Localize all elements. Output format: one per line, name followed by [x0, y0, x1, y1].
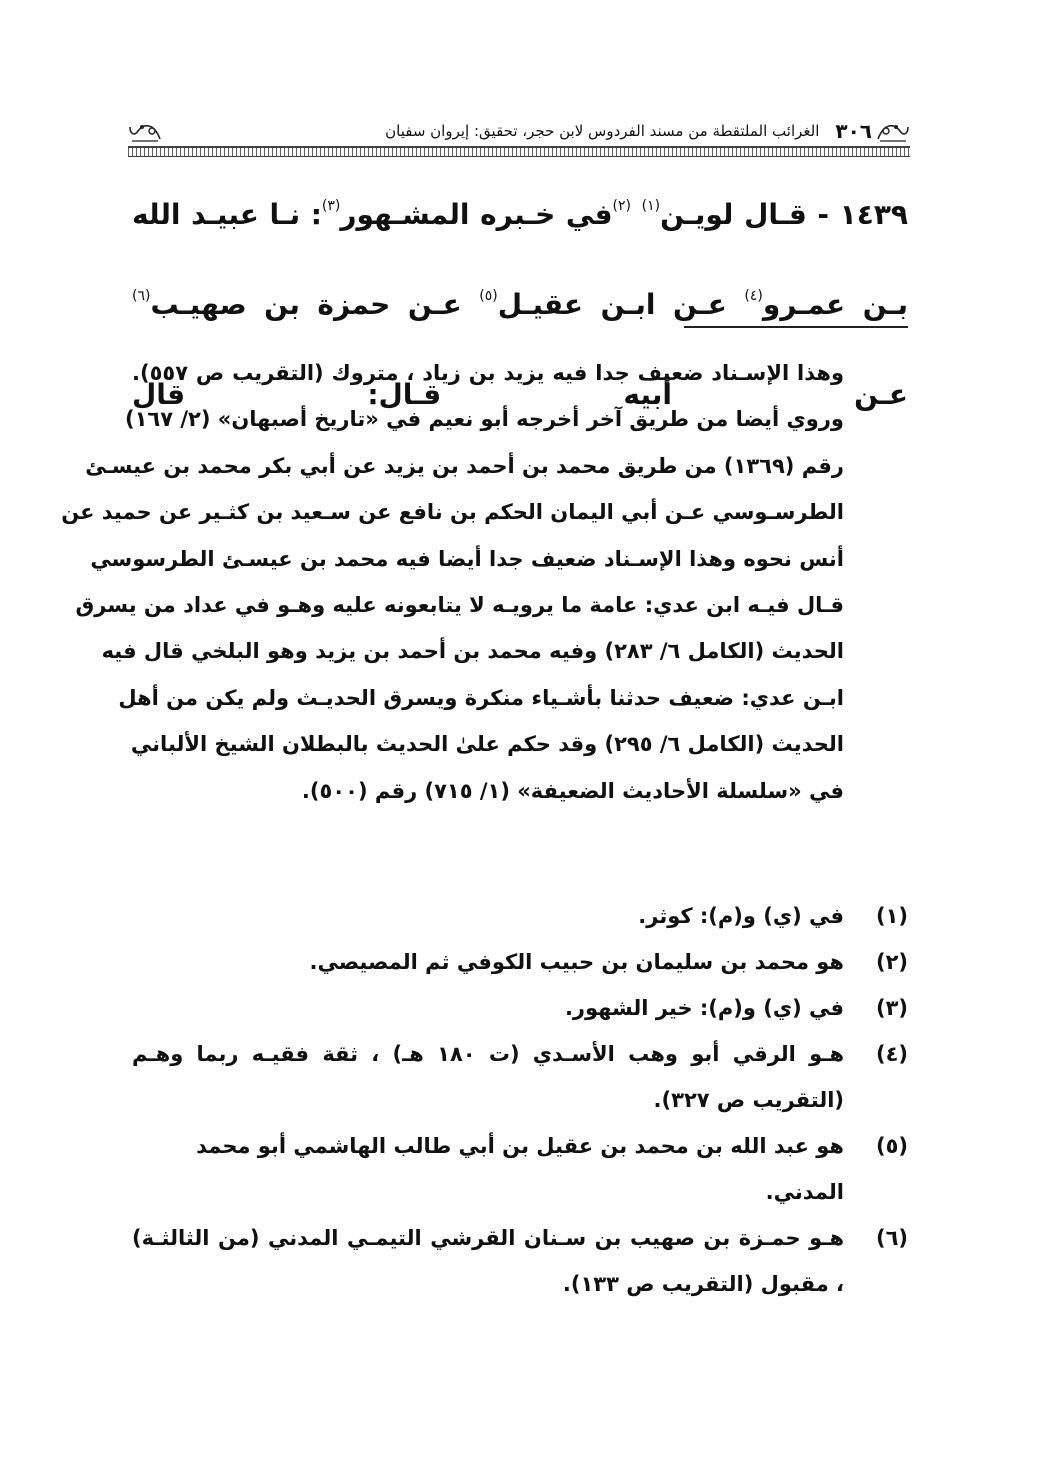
- continuation-line: الحديث (الكامل ٦/ ٢٨٣) وفيه محمد بن أحمد بن يزيد وهو البلخي قال فيه: [101, 639, 844, 664]
- footnote-text: هو عبد الله بن محمد بن عقيل بن أبي طالب الهاشمي أبو محمد المدني.: [196, 1134, 844, 1204]
- narration-part-4: عـن ابـن عقيـل: [497, 288, 745, 321]
- footnote-number: (٢): [875, 950, 908, 974]
- continuation-line: الطرسـوسي عـن أبي اليمان الحكم بن نافع عن سـعيد بن كثـير عن حميد عن: [61, 500, 844, 525]
- narration-part-6: عـن أبيه قـال: قال: [132, 378, 908, 411]
- ornament-right-icon: [876, 119, 910, 143]
- narration-part-3: : نـا عبيـد الله بـن عمـرو: [132, 198, 908, 321]
- footnote-text: هـو حمـزة بن صهيب بن سـنان القرشي التيمـي المدني (من الثالثـة) ، مقبول (التقريب ص ١٣٣).: [132, 1226, 844, 1296]
- footnote-ref-2[interactable]: (٢): [612, 198, 631, 214]
- footnote-3: [132, 985, 908, 1031]
- continuation-line: رقم (١٣٦٩) من طريق محمد بن أحمد بن يزيد عن أبي بكر محمد بن عيسـئ: [85, 453, 844, 478]
- running-title: الغرائب الملتقطة من مسند الفردوس لابن حجر، تحقيق: إيروان سفيان: [385, 122, 820, 140]
- footnote-6: [132, 1215, 908, 1307]
- hadith-number-text: ١٤٣٩ - قـال لويـن: [660, 198, 909, 231]
- continuation-line: في «سلسلة الأحاديث الضعيفة» (١/ ٧١٥) رقم (٥٠٠).: [301, 778, 844, 803]
- footnote-5: [132, 1123, 908, 1215]
- continuation-line: الحديث (الكامل ٦/ ٢٩٥) وقد حكم علىٰ الحديث بالبطلان الشيخ الألباني: [130, 732, 844, 757]
- ornament-left-icon: [128, 119, 162, 143]
- footnote-text: في (ي) و(م): خير الشهور.: [564, 996, 844, 1020]
- footnote-4: [132, 1031, 908, 1123]
- footnote-text: هو محمد بن سليمان بن حبيب الكوفي ثم المصيصي.: [309, 950, 844, 974]
- footnote-text: هـو الرقي أبو وهب الأسـدي (ت ١٨٠ هـ) ، ثقة فقيـه ربما وهـم (التقريب ص ٣٢٧).: [132, 1042, 845, 1112]
- footnote-ref-5[interactable]: (٥): [479, 288, 498, 304]
- footnote-number: (٤): [875, 1042, 908, 1066]
- continuation-line: أنس نحوه وهذا الإسـناد ضعيف جدا أيضا فيه محمد بن عيسـئ الطرسوسي: [90, 546, 844, 571]
- continuation-line: ابـن عدي: ضعيف حدثنا بأشـياء منكرة ويسرق الحديـث ولم يكن من أهل: [118, 685, 844, 710]
- footnote-ref-4[interactable]: (٤): [744, 288, 763, 304]
- continuation-line: قـال فيـه ابن عدي: عامة ما يرويـه لا يتابعونه عليه وهـو في عداد من يسرق: [75, 593, 844, 618]
- running-header: [128, 104, 910, 156]
- footnote-2: [132, 939, 908, 985]
- footnote-divider: [684, 326, 908, 328]
- narration-part-5: عـن حمزة بن صهيـب: [150, 288, 480, 321]
- footnote-number: (٥): [875, 1134, 908, 1158]
- footnotes-list: [132, 893, 908, 1307]
- footnote-text: في (ي) و(م): كوثر.: [638, 904, 844, 928]
- header-rule: [128, 146, 910, 157]
- footnote-ref-3[interactable]: (٣): [321, 198, 341, 214]
- footnote-number: (١): [875, 904, 908, 928]
- page-number: ٣٠٦: [835, 119, 872, 143]
- footnote-number: (٣): [875, 996, 908, 1020]
- continuation-line: وهذا الإسـناد ضعيف جدا فيه يزيد بن زياد ، متروك (التقريب ص ٥٥٧).: [132, 361, 844, 385]
- footnote-1: [132, 893, 908, 939]
- footnote-continuation: [61, 350, 844, 814]
- continuation-line: وروي أيضا من طريق آخر أخرجه أبو نعيم في «تاريخ أصبهان» (٢/ ١٦٧): [125, 407, 844, 432]
- footnote-ref-1[interactable]: (١): [641, 198, 661, 214]
- narration-part-2: في خـبره المشـهور: [340, 198, 613, 231]
- footnote-ref-6[interactable]: (٦): [132, 288, 151, 304]
- footnote-number: (٦): [875, 1226, 908, 1250]
